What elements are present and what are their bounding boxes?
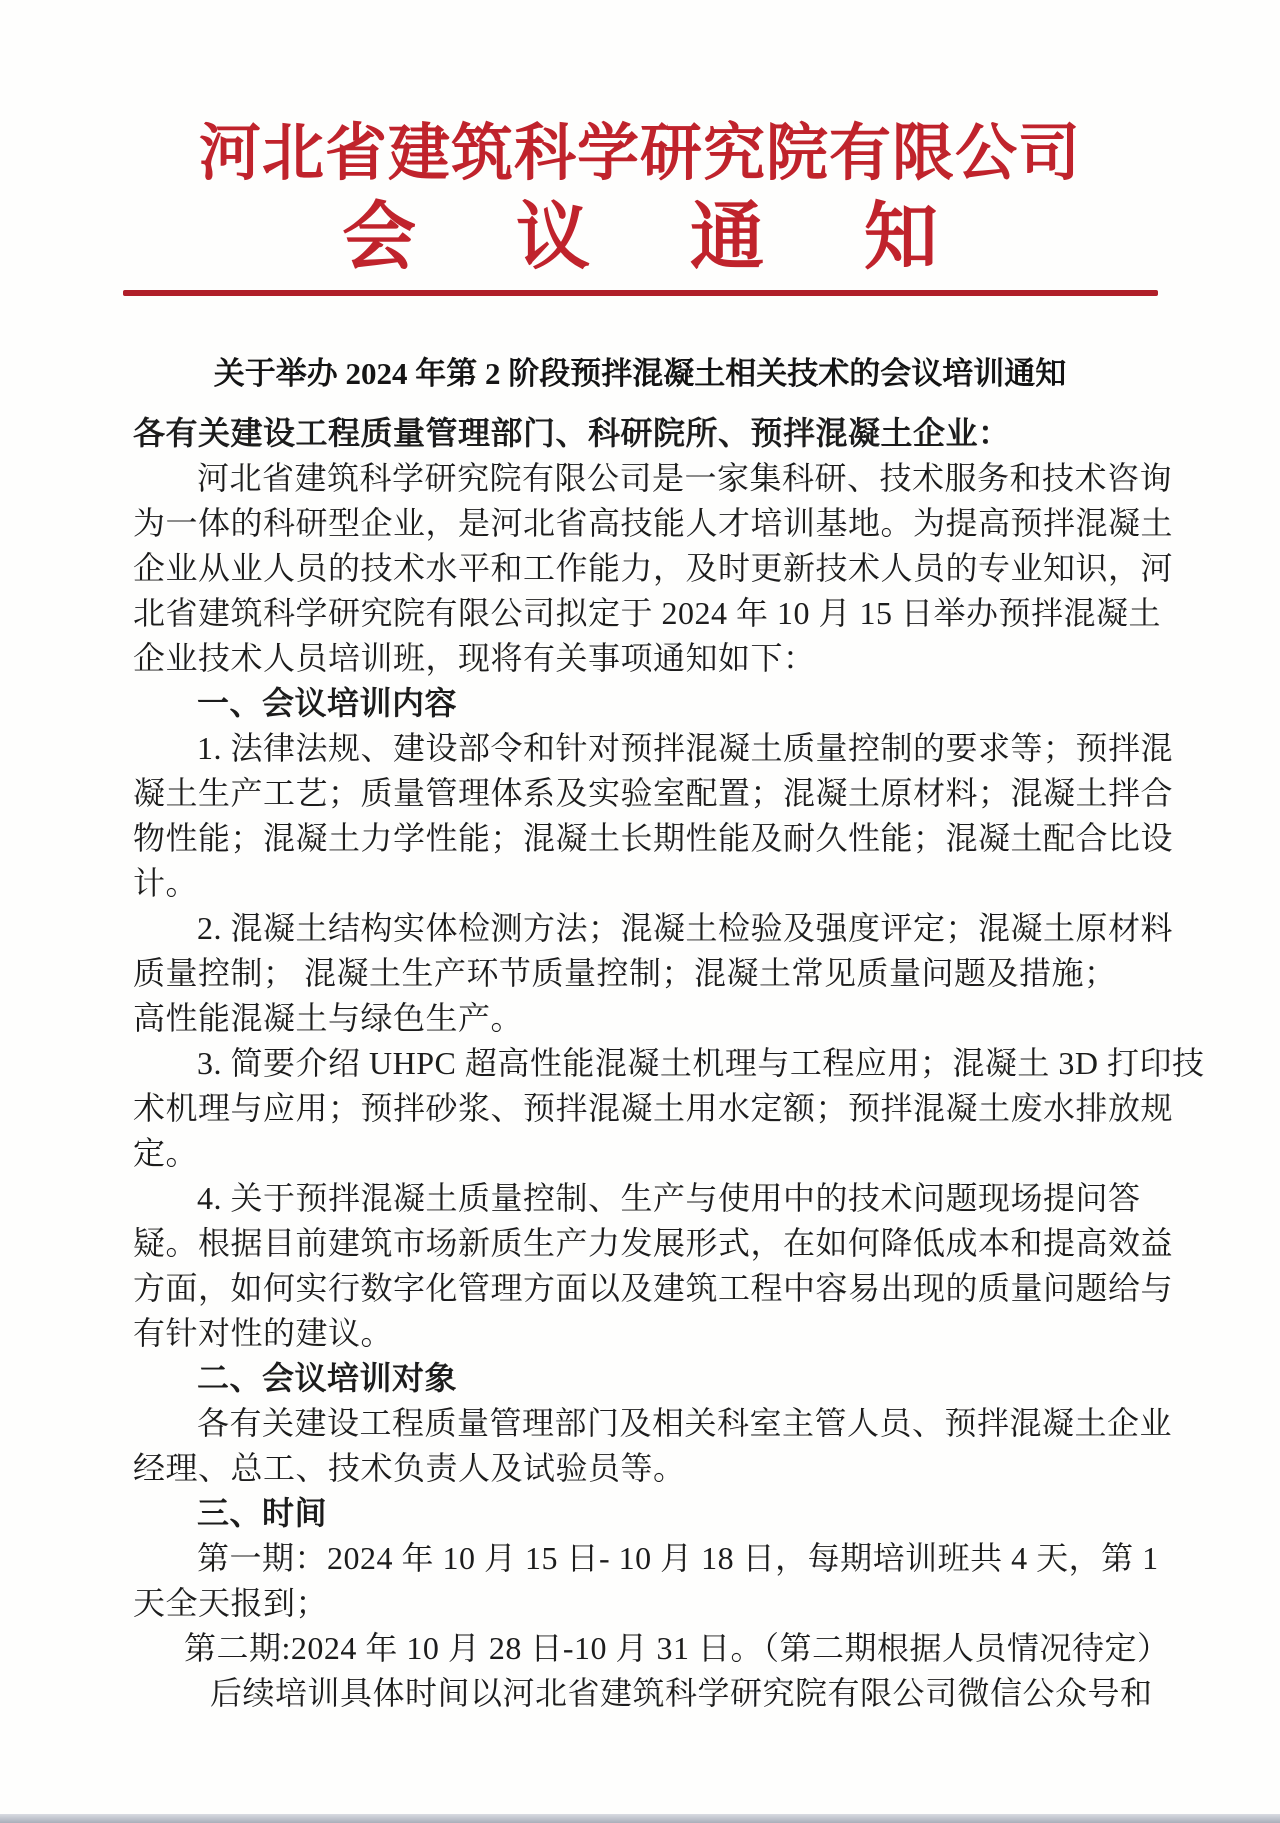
document-line: 各有关建设工程质量管理部门、科研院所、预拌混凝土企业： (133, 415, 1011, 451)
document-line: 凝土生产工艺；质量管理体系及实验室配置；混凝土原材料；混凝土拌合 (133, 775, 1174, 811)
red-divider-rule (123, 290, 1158, 296)
page-bottom-edge (0, 1814, 1280, 1823)
document-subtitle: 关于举办 2024 年第 2 阶段预拌混凝土相关技术的会议培训通知 (213, 356, 1067, 391)
document-line: 一、会议培训内容 (197, 685, 458, 721)
document-line: 疑。根据目前建筑市场新质生产力发展形式，在如何降低成本和提高效益 (133, 1225, 1174, 1261)
document-line: 3. 简要介绍 UHPC 超高性能混凝土机理与工程应用；混凝土 3D 打印技 (197, 1045, 1205, 1081)
document-line: 北省建筑科学研究院有限公司拟定于 2024 年 10 月 15 日举办预拌混凝土 (133, 595, 1162, 631)
document-line: 河北省建筑科学研究院有限公司是一家集科研、技术服务和技术咨询 (197, 460, 1173, 496)
document-line: 第一期：2024 年 10 月 15 日- 10 月 18 日，每期培训班共 4 天，第 1 (197, 1540, 1159, 1576)
document-line: 三、时间 (197, 1495, 328, 1531)
document-line: 有针对性的建议。 (133, 1315, 394, 1351)
document-line: 为一体的科研型企业，是河北省高技能人才培训基地。为提高预拌混凝土 (133, 505, 1174, 541)
document-header (0, 112, 1280, 296)
document-line: 1. 法律法规、建设部令和针对预拌混凝土质量控制的要求等；预拌混 (197, 730, 1174, 766)
document-line: 定。 (133, 1135, 199, 1171)
document-line: 企业从业人员的技术水平和工作能力，及时更新技术人员的专业知识，河 (133, 550, 1174, 586)
document-line: 质量控制； 混凝土生产环节质量控制；混凝土常见质量问题及措施； (133, 955, 1117, 991)
document-line: 术机理与应用；预拌砂浆、预拌混凝土用水定额；预拌混凝土废水排放规 (133, 1090, 1174, 1126)
document-line: 计。 (133, 865, 199, 901)
document-line: 物性能；混凝土力学性能；混凝土长期性能及耐久性能；混凝土配合比设 (133, 820, 1174, 856)
document-line: 天全天报到； (133, 1585, 329, 1621)
document-line: 第二期:2024 年 10 月 28 日-10 月 31 日。（第二期根据人员情况待定） (184, 1630, 1170, 1666)
document-body (0, 411, 1280, 1716)
document-line: 企业技术人员培训班，现将有关事项通知如下： (133, 640, 816, 676)
organization-title: 河北省建筑科学研究院有限公司 (198, 120, 1081, 188)
document-line: 各有关建设工程质量管理部门及相关科室主管人员、预拌混凝土企业 (197, 1405, 1173, 1441)
document-line: 2. 混凝土结构实体检测方法；混凝土检验及强度评定；混凝土原材料 (197, 910, 1174, 946)
meeting-notice-title: 会 议 通 知 (342, 197, 979, 279)
document-line: 经理、总工、技术负责人及试验员等。 (133, 1450, 686, 1486)
document-line: 后续培训具体时间以河北省建筑科学研究院有限公司微信公众号和 (210, 1675, 1153, 1711)
document-line: 方面，如何实行数字化管理方面以及建筑工程中容易出现的质量问题给与 (133, 1270, 1174, 1306)
document-line: 高性能混凝土与绿色生产。 (133, 1000, 524, 1036)
document-line: 二、会议培训对象 (197, 1360, 458, 1396)
document-line: 4. 关于预拌混凝土质量控制、生产与使用中的技术问题现场提问答 (197, 1180, 1141, 1216)
